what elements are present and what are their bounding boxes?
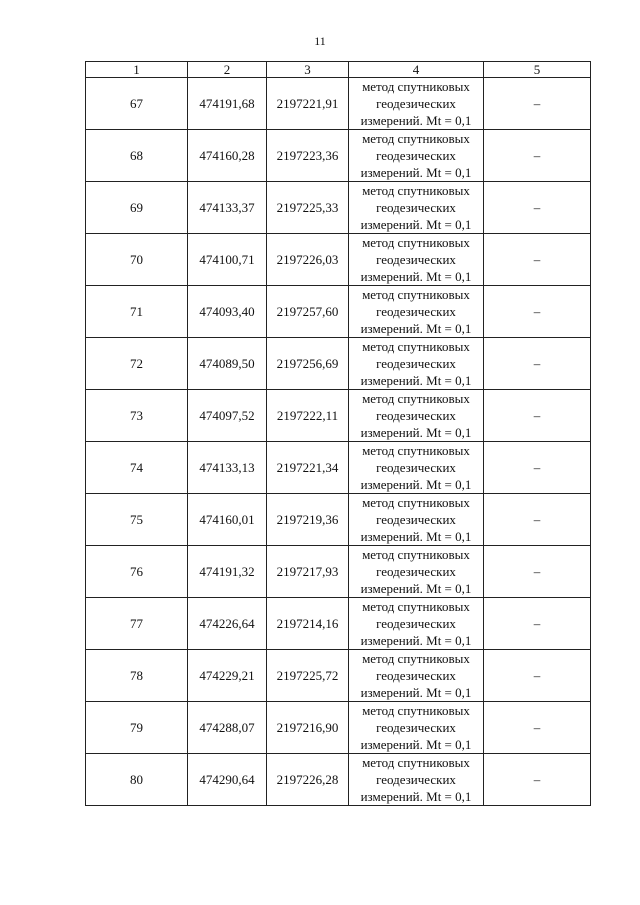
method-line: геодезических <box>376 772 456 787</box>
table-row <box>86 598 591 650</box>
x-coordinate-cell: 474100,71 <box>188 234 267 286</box>
method-line: измерений. Mt = 0,1 <box>360 789 472 804</box>
method-line: метод спутниковых <box>362 703 470 718</box>
method-line: геодезических <box>376 200 456 215</box>
method-line: геодезических <box>376 252 456 267</box>
x-coordinate-cell: 474089,50 <box>188 338 267 390</box>
method-line: метод спутниковых <box>362 287 470 302</box>
table-body <box>86 78 591 806</box>
table-row <box>86 390 591 442</box>
note-cell: – <box>484 182 591 234</box>
x-coordinate-cell: 474160,01 <box>188 494 267 546</box>
note-cell: – <box>484 598 591 650</box>
method-line: метод спутниковых <box>362 183 470 198</box>
note-cell: – <box>484 702 591 754</box>
page-number: 11 <box>314 34 326 48</box>
method-line: геодезических <box>376 720 456 735</box>
method-line: метод спутниковых <box>362 79 470 94</box>
column-header-2: 2 <box>188 62 267 78</box>
method-line: метод спутниковых <box>362 391 470 406</box>
y-coordinate-cell: 2197217,93 <box>267 546 349 598</box>
table-row <box>86 650 591 702</box>
method-line: геодезических <box>376 304 456 319</box>
method-cell <box>349 182 484 234</box>
method-cell <box>349 650 484 702</box>
x-coordinate-cell: 474097,52 <box>188 390 267 442</box>
method-cell <box>349 390 484 442</box>
method-cell <box>349 338 484 390</box>
table-row <box>86 182 591 234</box>
note-cell: – <box>484 754 591 806</box>
method-line: измерений. Mt = 0,1 <box>360 373 472 388</box>
method-cell <box>349 754 484 806</box>
point-number-cell: 79 <box>86 702 188 754</box>
y-coordinate-cell: 2197223,36 <box>267 130 349 182</box>
table-row <box>86 494 591 546</box>
method-line: метод спутниковых <box>362 339 470 354</box>
table-row <box>86 442 591 494</box>
method-line: геодезических <box>376 148 456 163</box>
x-coordinate-cell: 474191,32 <box>188 546 267 598</box>
note-cell: – <box>484 494 591 546</box>
x-coordinate-cell: 474290,64 <box>188 754 267 806</box>
point-number-cell: 68 <box>86 130 188 182</box>
method-cell <box>349 598 484 650</box>
method-line: измерений. Mt = 0,1 <box>360 633 472 648</box>
point-number-cell: 78 <box>86 650 188 702</box>
method-line: измерений. Mt = 0,1 <box>360 685 472 700</box>
column-header-5: 5 <box>484 62 591 78</box>
column-header-1: 1 <box>86 62 188 78</box>
method-line: геодезических <box>376 356 456 371</box>
x-coordinate-cell: 474229,21 <box>188 650 267 702</box>
y-coordinate-cell: 2197221,91 <box>267 78 349 130</box>
method-line: измерений. Mt = 0,1 <box>360 217 472 232</box>
point-number-cell: 69 <box>86 182 188 234</box>
x-coordinate-cell: 474288,07 <box>188 702 267 754</box>
point-number-cell: 70 <box>86 234 188 286</box>
point-number-cell: 77 <box>86 598 188 650</box>
method-line: измерений. Mt = 0,1 <box>360 113 472 128</box>
y-coordinate-cell: 2197257,60 <box>267 286 349 338</box>
method-line: измерений. Mt = 0,1 <box>360 321 472 336</box>
note-cell: – <box>484 390 591 442</box>
method-line: измерений. Mt = 0,1 <box>360 165 472 180</box>
y-coordinate-cell: 2197256,69 <box>267 338 349 390</box>
y-coordinate-cell: 2197226,03 <box>267 234 349 286</box>
x-coordinate-cell: 474160,28 <box>188 130 267 182</box>
method-line: метод спутниковых <box>362 495 470 510</box>
note-cell: – <box>484 338 591 390</box>
x-coordinate-cell: 474133,37 <box>188 182 267 234</box>
note-cell: – <box>484 234 591 286</box>
table-row <box>86 338 591 390</box>
y-coordinate-cell: 2197222,11 <box>267 390 349 442</box>
method-line: метод спутниковых <box>362 547 470 562</box>
method-line: измерений. Mt = 0,1 <box>360 737 472 752</box>
method-line: геодезических <box>376 668 456 683</box>
x-coordinate-cell: 474191,68 <box>188 78 267 130</box>
method-cell <box>349 494 484 546</box>
y-coordinate-cell: 2197214,16 <box>267 598 349 650</box>
method-line: геодезических <box>376 96 456 111</box>
y-coordinate-cell: 2197216,90 <box>267 702 349 754</box>
method-cell <box>349 286 484 338</box>
method-line: метод спутниковых <box>362 599 470 614</box>
y-coordinate-cell: 2197225,33 <box>267 182 349 234</box>
method-line: геодезических <box>376 616 456 631</box>
method-line: измерений. Mt = 0,1 <box>360 269 472 284</box>
y-coordinate-cell: 2197221,34 <box>267 442 349 494</box>
table-row <box>86 78 591 130</box>
method-cell <box>349 546 484 598</box>
method-line: метод спутниковых <box>362 755 470 770</box>
method-line: метод спутниковых <box>362 131 470 146</box>
point-number-cell: 74 <box>86 442 188 494</box>
table-row <box>86 546 591 598</box>
column-header-4: 4 <box>349 62 484 78</box>
method-line: измерений. Mt = 0,1 <box>360 529 472 544</box>
coordinates-table <box>85 61 591 806</box>
method-line: метод спутниковых <box>362 235 470 250</box>
method-line: геодезических <box>376 408 456 423</box>
method-cell <box>349 234 484 286</box>
table-row <box>86 754 591 806</box>
method-cell <box>349 442 484 494</box>
point-number-cell: 73 <box>86 390 188 442</box>
note-cell: – <box>484 78 591 130</box>
method-line: измерений. Mt = 0,1 <box>360 581 472 596</box>
method-line: геодезических <box>376 512 456 527</box>
point-number-cell: 75 <box>86 494 188 546</box>
note-cell: – <box>484 546 591 598</box>
method-cell <box>349 130 484 182</box>
method-line: измерений. Mt = 0,1 <box>360 425 472 440</box>
table-row <box>86 234 591 286</box>
point-number-cell: 71 <box>86 286 188 338</box>
y-coordinate-cell: 2197226,28 <box>267 754 349 806</box>
table-row <box>86 286 591 338</box>
x-coordinate-cell: 474133,13 <box>188 442 267 494</box>
method-cell <box>349 78 484 130</box>
method-line: метод спутниковых <box>362 651 470 666</box>
note-cell: – <box>484 442 591 494</box>
y-coordinate-cell: 2197219,36 <box>267 494 349 546</box>
note-cell: – <box>484 286 591 338</box>
x-coordinate-cell: 474093,40 <box>188 286 267 338</box>
table-row <box>86 702 591 754</box>
table-header-row <box>86 62 591 78</box>
method-line: геодезических <box>376 564 456 579</box>
method-line: метод спутниковых <box>362 443 470 458</box>
point-number-cell: 72 <box>86 338 188 390</box>
point-number-cell: 80 <box>86 754 188 806</box>
method-line: геодезических <box>376 460 456 475</box>
table-row <box>86 130 591 182</box>
note-cell: – <box>484 130 591 182</box>
method-line: измерений. Mt = 0,1 <box>360 477 472 492</box>
point-number-cell: 67 <box>86 78 188 130</box>
point-number-cell: 76 <box>86 546 188 598</box>
x-coordinate-cell: 474226,64 <box>188 598 267 650</box>
method-cell <box>349 702 484 754</box>
y-coordinate-cell: 2197225,72 <box>267 650 349 702</box>
column-header-3: 3 <box>267 62 349 78</box>
note-cell: – <box>484 650 591 702</box>
